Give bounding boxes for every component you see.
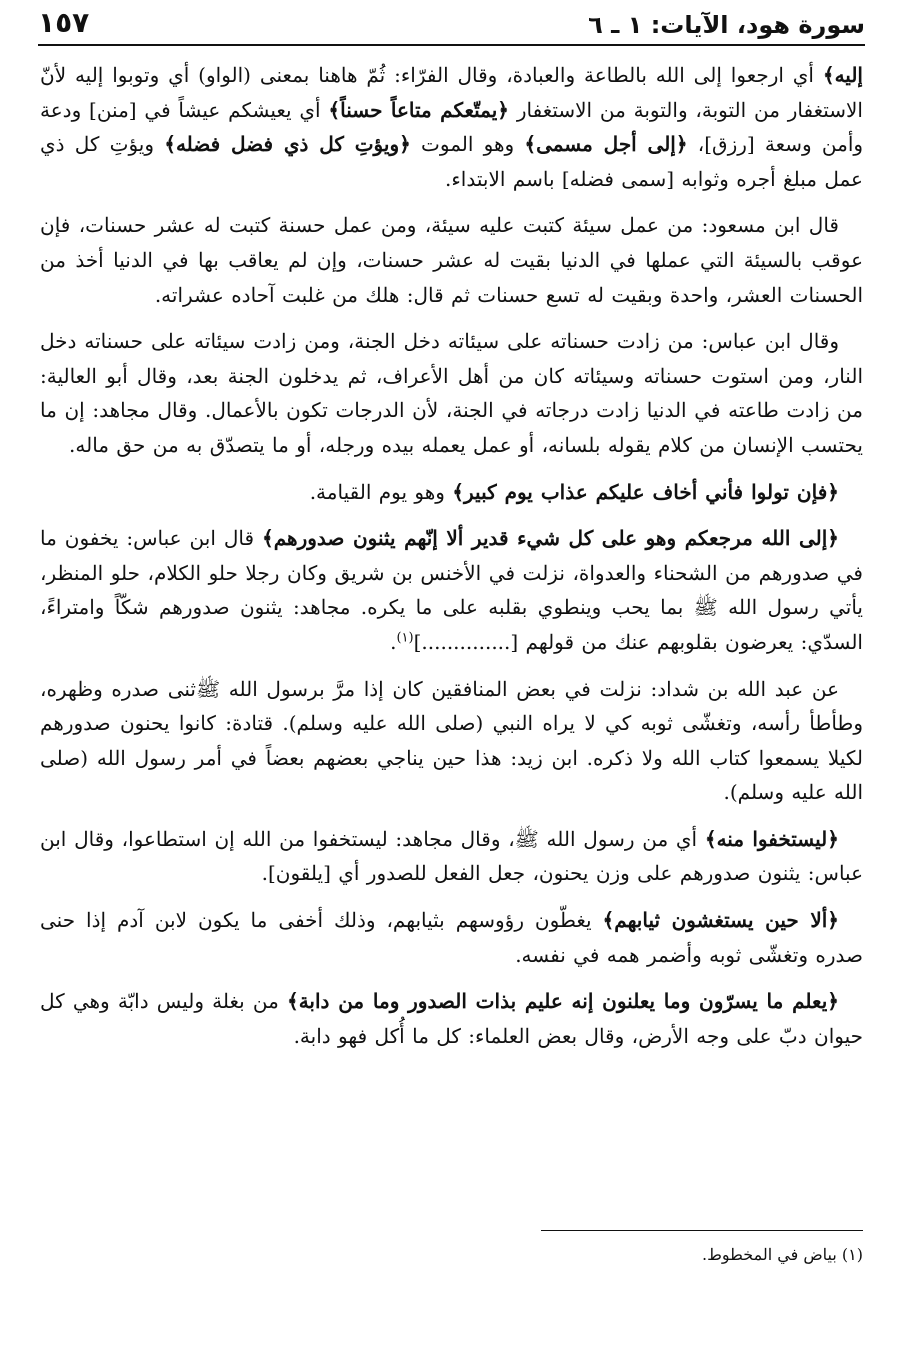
quran-quote: ﴿ويؤتِ كل ذي فضل فضله﴾ <box>164 132 411 157</box>
paragraph <box>40 58 863 196</box>
page-body <box>40 58 863 1065</box>
commentary-text: ويؤتِ كل ذي عمل مبلغ أجره وثوابه [سمى فضله] باسم الابتداء. <box>40 132 863 191</box>
commentary-text: وقال ابن عباس: من زادت حسناته على سيئاته دخل الجنة، ومن زادت سيئاته على حسناته دخل النار، ومن استوت حسناته وسيئاته كان من أهل الأعراف، ثم يدخلون الجنة بعد، وقال أبو العالية: من زادت طاعته في الدنيا زادت درجاته في الجنة، لأن الدرجات تكون بالأعمال. وقال مجاهد: إن ما يحتسب الإنسان من كلام يقوله بلسانه، أو عمل يعمله بيده ورجله، أو ما يتصدّق به من حق ماله. <box>40 329 863 457</box>
quran-quote: إليه﴾ <box>822 63 863 87</box>
footnote-rule <box>541 1230 863 1231</box>
commentary-text: قال ابن عباس: يخفون ما في صدورهم من الشحناء والعدواة، نزلت في الأخنس بن شريق وكان رجلا حلو الكلام، حلو المنظر، يأتي رسول الله ﷺ بما يحب وينطوي بقلبه على ما يكره. مجاهد: يثنون صدورهم شكّاً وامتراءً، السدّي: يعرضون بقلوبهم عنك من قولهم [..............] <box>40 526 863 654</box>
quran-quote: ﴿إلى الله مرجعكم وهو على كل شيء قدير ألا إنّهم يثنون صدورهم﴾ <box>262 526 839 551</box>
paragraph <box>40 822 863 891</box>
quran-quote: ﴿فإن تولوا فأني أخاف عليكم عذاب يوم كبير﴾ <box>452 479 839 504</box>
commentary-text: وهو يوم القيامة. <box>309 479 453 504</box>
commentary-text: وهو الموت <box>410 132 525 157</box>
commentary-text: أي من رسول الله ﷺ، وقال مجاهد: ليستخفوا من الله إن استطاعوا، وقال ابن عباس: يثنون صدورهم على وزن يحنون، جعل الفعل للصدور أي [يلقون]. <box>40 826 863 886</box>
paragraph <box>40 475 863 510</box>
quran-quote: ﴿ألا حين يستغشون ثيابهم﴾ <box>602 908 840 933</box>
commentary-text: أي ارجعوا إلى الله بالطاعة والعبادة، وقال الفرّاء: ثُمّ هاهنا بمعنى (الواو) أي وتوبوا إليه لأنّ الاستغفار من التوبة، والتوبة من الاستغفار <box>40 63 863 122</box>
commentary-text: قال ابن مسعود: من عمل سيئة كتبت عليه سيئة، ومن عمل حسنة كتبت له عشر حسنات، فإن عوقب بالسيئة التي عملها في الدنيا بقيت له عشر حسنات، وإن لم يعاقب بها في الدنيا أخذ من الحسنات العشر، واحدة وبقيت له تسع حسنات ثم قال: هلك من غلبت آحاده عشراته. <box>40 213 863 307</box>
paragraph <box>40 903 863 972</box>
header-rule <box>38 44 865 46</box>
commentary-text: . <box>390 629 397 654</box>
page-header <box>38 4 865 44</box>
paragraph <box>40 324 863 462</box>
paragraph <box>40 984 863 1053</box>
page-number: ١٥٧ <box>38 6 90 39</box>
quran-quote: ﴿ليستخفوا منه﴾ <box>704 826 839 851</box>
quran-quote: ﴿إلى أجل مسمى﴾ <box>524 132 688 157</box>
quran-quote: ﴿يمتّعكم متاعاً حسناً﴾ <box>328 97 510 122</box>
footnote-marker: (١) <box>396 630 414 646</box>
quran-quote: ﴿يعلم ما يسرّون وما يعلنون إنه عليم بذات الصدور وما من دابة﴾ <box>286 989 839 1014</box>
commentary-text: عن عبد الله بن شداد: نزلت في بعض المنافقين كان إذا مرَّ برسول الله ﷺثنى صدره وظهره، وطأطأ رأسه، وتغشّى ثوبه كي لا يراه النبي (صلى الله عليه وسلم). قتادة: كانوا يحنون صدورهم لكيلا يسمعوا كتاب الله ولا ذكره. ابن زيد: هذا حين يناجي بعضهم بعضاً في أمر رسول الله (صلى الله عليه وسلم). <box>40 676 863 805</box>
paragraph <box>40 672 863 810</box>
footnote: (١) بياض في المخطوط. <box>702 1245 863 1264</box>
commentary-text: أي يعيشكم عيشاً في [منن] ودعة وأمن وسعة [رزق]، <box>40 97 864 157</box>
commentary-text: يغطّون رؤوسهم بثيابهم، وذلك أخفى ما يكون لابن آدم إذا حنى صدره وتغشّى ثوبه وأضمر همه في نفسه. <box>40 908 863 967</box>
paragraph <box>40 208 863 312</box>
paragraph <box>40 521 863 659</box>
running-title: سورة هود، الآيات: ١ ـ ٦ <box>588 11 865 39</box>
commentary-text: من بغلة وليس دابّة وهي كل حيوان دبّ على وجه الأرض، وقال بعض العلماء: كل ما أُكل فهو دابة. <box>40 989 863 1048</box>
